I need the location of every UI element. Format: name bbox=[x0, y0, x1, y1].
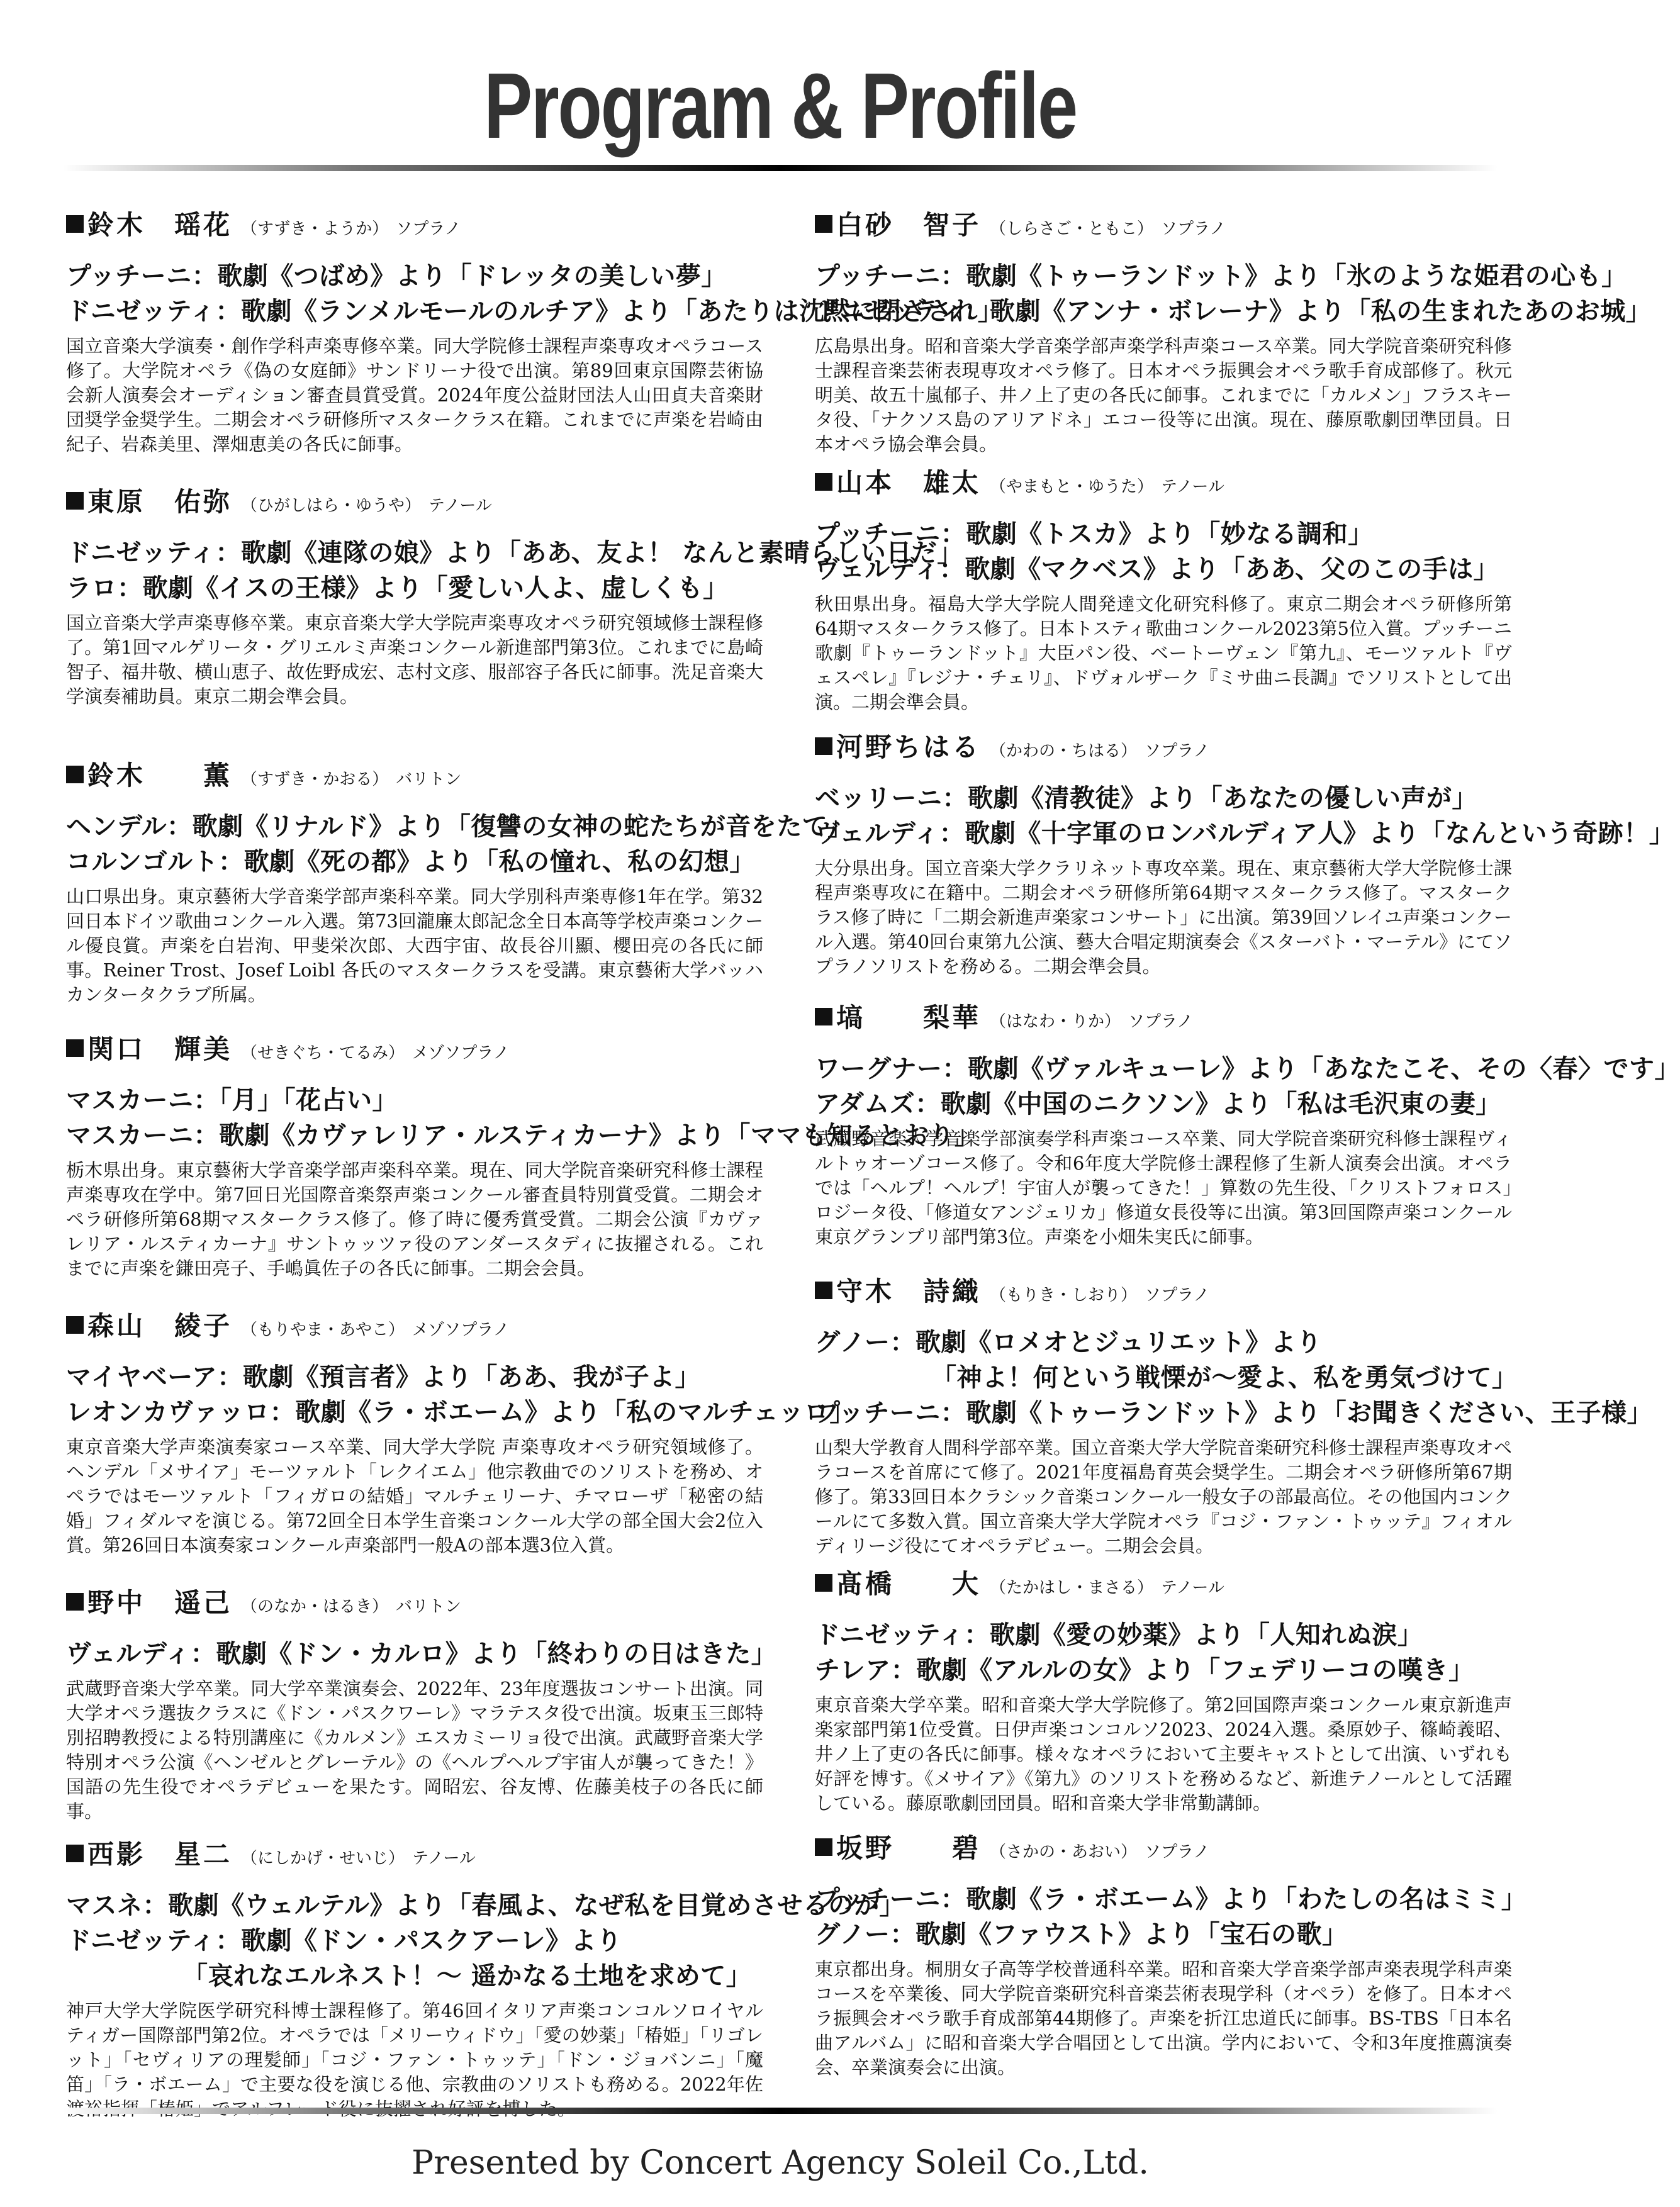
voice-type: テノール bbox=[1161, 478, 1224, 496]
profile-header bbox=[66, 1029, 763, 1066]
profile-entry bbox=[66, 1834, 905, 2121]
profile-entry bbox=[66, 755, 853, 1007]
performer-name: 西影 星二 bbox=[87, 1839, 233, 1870]
program-song: マスカーニ：「月」「花占い」 bbox=[66, 1085, 398, 1115]
name-reading: （もりき・しおり） bbox=[990, 1286, 1138, 1305]
profile-header bbox=[66, 481, 763, 519]
program-song: ドニゼッティ：歌劇《ランメルモールのルチア》より「あたりは沈黙に閉ざされ」 bbox=[66, 296, 1004, 326]
program-song: ヴェルディ：歌劇《マクベス》より「ああ、父のこの手は」 bbox=[815, 554, 1499, 584]
performer-name: 守木 詩織 bbox=[836, 1276, 982, 1307]
profile-entry bbox=[815, 1271, 1653, 1558]
profile-header bbox=[815, 1828, 1512, 1865]
voice-type: バリトン bbox=[396, 1597, 462, 1616]
program-song: マスカーニ：歌劇《カヴァレリア・ルスティカーナ》より「ママも知るとおり」 bbox=[66, 1120, 980, 1150]
performer-biography: 国立音楽大学演奏・創作学科声楽専修卒業。同大学院修士課程声楽専攻オペラコース修了。大学院オペラ《偽の女庭師》サンドリーナ役で出演。第89回東京国際芸術協会新人演奏会オーディション審査員賞受賞。2024年度公益財団法人山田貞夫音楽財団奨学金奨学生。二期会オペラ研修所マスタークラス在籍。これまでに声楽を岩崎由紀子、岩森美里、澤畑恵美の各氏に師事。 bbox=[66, 335, 763, 455]
performer-name: 坂野 碧 bbox=[836, 1833, 982, 1863]
profile-entry bbox=[815, 727, 1675, 979]
program-song: マスネ：歌劇《ウェルテル》より「春風よ、なぜ私を目覚めさせるのか」 bbox=[66, 1891, 905, 1920]
square-bullet-icon bbox=[815, 1838, 832, 1856]
performer-name: 野中 遥己 bbox=[87, 1587, 233, 1618]
name-reading: （にしかげ・せいじ） bbox=[241, 1849, 405, 1868]
performer-biography: 山梨大学教育人間科学部卒業。国立音楽大学大学院音楽研究科修士課程声楽専攻オペラコースを首席にて修了。2021年度福島育英会奨学生。二期会オペラ研修所第67期修了。第33回日本クラシック音楽コンクール一般女子の部最高位。その他国内コンクールにて多数入賞。国立音楽大学大学院オペラ『コジ・ファン・トゥッテ』フィオルディリージ役にてオペラデビュー。二期会会員。 bbox=[815, 1437, 1512, 1556]
program-song: マイヤベーア：歌劇《預言者》より「ああ、我が子よ」 bbox=[66, 1362, 701, 1392]
performer-biography: 広島県出身。昭和音楽大学音楽学部声楽学科声楽コース卒業。同大学院音楽研究科修士課程音楽芸術表現専攻オペラ修了。日本オペラ振興会オペラ歌手育成部修了。秋元明美、故五十嵐郁子、井ノ上了吏の各氏に師事。これまでに「カルメン」フラスキータ役、「ナクソス島のアリアドネ」エコー役等に出演。現在、藤原歌劇団準団員。日本オペラ協会準会員。 bbox=[815, 335, 1512, 455]
performer-biography: 秋田県出身。福島大学大学院人間発達文化研究科修了。東京二期会オペラ研修所第64期マスタークラス修了。日本トスティ歌曲コンクール2023第5位入賞。プッチーニ歌劇『トゥーランドット』大臣パン役、ベートーヴェン『第九』、モーツァルト『ヴェスペレ』『レジナ・チェリ』、ドヴォルザーク『ミサ曲ニ長調』でソリストとして出演。二期会準会員。 bbox=[815, 593, 1512, 713]
performer-biography: 山口県出身。東京藝術大学音楽学部声楽科卒業。同大学別科声楽専修1年在学。第32回日本ドイツ歌曲コンクール入選。第73回瀧廉太郎記念全日本高等学校声楽コンクール優良賞。声楽を白岩洵、甲斐栄次郎、大西宇宙、故長谷川顯、櫻田亮の各氏に師事。Reiner Trost、Josef Loibl 各氏のマスタークラスを受講。東京藝術大学バッハカンタータクラブ所属。 bbox=[66, 886, 763, 1005]
performer-biography: 東京音楽大学声楽演奏家コース卒業、同大学大学院 声楽専攻オペラ研究領域修了。ヘンデル「メサイア」モーツァルト「レクイエム」他宗教曲でのソリストを務め、オペラではモーツァルト「フィガロの結婚」マルチェリーナ、チマローザ「秘密の結婚」フィダルマを演じる。第72回全日本学生音楽コンクール大学の部全国大会2位入賞。第26回日本演奏家コンクール声楽部門一般Aの部本選3位入賞。 bbox=[66, 1436, 763, 1556]
profile-entry bbox=[66, 1029, 980, 1281]
performer-name: 鈴木 薫 bbox=[87, 760, 233, 791]
performer-biography: 東京音楽大学卒業。昭和音楽大学大学院修了。第2回国際声楽コンクール東京新進声楽家部門第1位受賞。日伊声楽コンコルソ2023、2024入選。桑原妙子、篠崎義昭、井ノ上了吏の各氏に師事。様々なオペラにおいて主要キャストとして出演、いずれも好評を博す。《メサイア》《第九》のソリストを務めるなど、新進テノールとして活躍している。藤原歌劇団団員。昭和音楽大学非常勤講師。 bbox=[815, 1694, 1512, 1814]
square-bullet-icon bbox=[66, 1593, 84, 1611]
performer-name: 塙 梨華 bbox=[836, 1002, 982, 1033]
footer-credit: Presented by Concert Agency Soleil Co.,Ltd. bbox=[412, 2144, 1149, 2182]
profile-entry bbox=[815, 1563, 1512, 1816]
performer-biography: 武蔵野音楽大学卒業。同大学卒業演奏会、2022年、23年度選抜コンサート出演。同大学オペラ選抜クラスに《ドン・パスクワーレ》マラテスタ役で出演。坂東玉三郎特別招聘教授による特別講座に《カルメン》エスカミーリョ役で出演。武蔵野音楽大学特別オペラ公演《ヘンゼルとグレーテル》の《ヘルプヘルプ宇宙人が襲ってきた！》国語の先生役でオペラデビューを果たす。岡昭宏、谷友博、佐藤美枝子の各氏に師事。 bbox=[66, 1678, 763, 1822]
performer-biography: 栃木県出身。東京藝術大学音楽学部声楽科卒業。現在、同大学院音楽研究科修士課程声楽専攻在学中。第7回日光国際音楽祭声楽コンクール審査員特別賞受賞。二期会オペラ研修所第68期マスタークラス修了。修了時に優秀賞受賞。二期会公演『カヴァレリア・ルスティカーナ』サントゥッツァ役のアンダースタディに抜擢される。これまでに声楽を鎌田亮子、手嶋眞佐子の各氏に師事。二期会会員。 bbox=[66, 1159, 763, 1279]
performer-biography: 国立音楽大学声楽専修卒業。東京音楽大学大学院声楽専攻オペラ研究領域修士課程修了。第1回マルゲリータ・グリエルミ声楽コンクール新進部門第3位。これまでに島崎智子、福井敬、横山恵子、故佐野成宏、志村文彦、服部容子各氏に師事。洗足音楽大学演奏補助員。東京二期会準会員。 bbox=[66, 612, 763, 707]
program-song: ヴェルディ：歌劇《十字軍のロンバルディア人》より「なんという奇跡！」 bbox=[815, 819, 1675, 848]
program-song: プッチーニ：歌劇《つばめ》より「ドレッタの美しい夢」 bbox=[66, 261, 727, 291]
profile-entry bbox=[815, 1828, 1527, 2080]
name-reading: （たかはし・まさる） bbox=[990, 1578, 1154, 1597]
program-song: ワーグナー：歌劇《ヴァルキューレ》より「あなたこそ、その〈春〉です」 bbox=[815, 1054, 1680, 1083]
profile-header bbox=[815, 997, 1512, 1035]
program-song-continued: 「哀れなエルネスト！〜 遥かなる土地を求めて」 bbox=[182, 1961, 752, 1991]
name-reading: （はなわ・りか） bbox=[990, 1012, 1121, 1031]
performer-biography: 武蔵野音楽大学音楽学部演奏学科声楽コース卒業、同大学院音楽研究科修士課程ヴィルトゥオーゾコース修了。令和6年度大学院修士課程修了生新人演奏会出演。オペラでは「ヘルプ！ヘルプ！宇宙人が襲ってきた！」算数の先生役、「クリストフォロス」ロジータ役、「修道女アンジェリカ」修道女長役等に出演。第3回国際声楽コンクール東京グランプリ部門第3位。声楽を小畑朱実氏に師事。 bbox=[815, 1128, 1512, 1248]
performer-name: 河野ちはる bbox=[836, 732, 982, 763]
voice-type: ソプラノ bbox=[1128, 1012, 1194, 1031]
square-bullet-icon bbox=[815, 1282, 832, 1299]
name-reading: （すずき・ようか） bbox=[241, 220, 389, 238]
square-bullet-icon bbox=[66, 492, 84, 510]
performer-name: 森山 綾子 bbox=[87, 1310, 233, 1341]
program-song: チレア：歌劇《アルルの女》より「フェデリーコの嘆き」 bbox=[815, 1655, 1474, 1685]
voice-type: テノール bbox=[1161, 1578, 1224, 1597]
page-title: Program & Profile bbox=[484, 54, 1077, 158]
name-reading: （ひがしはら・ゆうや） bbox=[241, 496, 422, 515]
voice-type: テノール bbox=[428, 496, 492, 515]
program-song: ヘンデル：歌劇《リナルド》より「復讐の女神の蛇たちが音をたて」 bbox=[66, 812, 853, 841]
program-song: ラロ：歌劇《イスの王様》より「愛しい人よ、虚しくも」 bbox=[66, 573, 729, 603]
square-bullet-icon bbox=[815, 737, 832, 755]
program-song: プッチーニ：歌劇《トスカ》より「妙なる調和」 bbox=[815, 519, 1374, 549]
program-song: ドニゼッティ：歌劇《ドン・パスクアーレ》より bbox=[66, 1926, 622, 1955]
voice-type: ソプラノ bbox=[1145, 742, 1210, 761]
top-divider bbox=[63, 165, 1498, 171]
voice-type: ソプラノ bbox=[1145, 1286, 1210, 1305]
name-reading: （もりやま・あやこ） bbox=[241, 1321, 405, 1339]
program-song: グノー：歌劇《ロメオとジュリエット》より bbox=[815, 1327, 1322, 1357]
performer-name: 山本 雄太 bbox=[836, 467, 982, 498]
square-bullet-icon bbox=[815, 1574, 832, 1592]
voice-type: バリトン bbox=[396, 770, 462, 789]
program-song: ヴェルディ：歌劇《ドン・カルロ》より「終わりの日はきた」 bbox=[66, 1639, 777, 1668]
voice-type: メゾソプラノ bbox=[412, 1044, 510, 1063]
program-song-continued: 「神よ！何という戦慄が〜愛よ、私を勇気づけて」 bbox=[931, 1363, 1518, 1392]
voice-type: ソプラノ bbox=[396, 220, 461, 238]
profile-header bbox=[815, 727, 1512, 764]
name-reading: （のなか・はるき） bbox=[241, 1597, 389, 1616]
name-reading: （さかの・あおい） bbox=[990, 1843, 1138, 1862]
name-reading: （せきぐち・てるみ） bbox=[241, 1044, 405, 1063]
performer-biography: 東京都出身。桐朋女子高等学校普通科卒業。昭和音楽大学音楽学部声楽表現学科声楽コースを卒業後、同大学院音楽研究科音楽芸術表現学科（オペラ）を修了。日本オペラ振興会オペラ歌手育成部第44期修了。声楽を折江忠道氏に師事。BS-TBS「日本名曲アルバム」に昭和音楽大学合唱団として出演。学内において、令和3年度推薦演奏会、卒業演奏会に出演。 bbox=[815, 1958, 1512, 2078]
voice-type: ソプラノ bbox=[1145, 1843, 1210, 1862]
performer-biography: 大分県出身。国立音楽大学クラリネット専攻卒業。現在、東京藝術大学大学院修士課程声楽専攻に在籍中。二期会オペラ研修所第64期マスタークラス修了。マスタークラス修了時に「二期会新進声楽家コンサート」に出演。第39回ソレイユ声楽コンクール入選。第40回台東第九公演、藝大合唱定期演奏会《スターバト・マーテル》にてソプラノソリストを務める。二期会準会員。 bbox=[815, 858, 1512, 977]
square-bullet-icon bbox=[815, 473, 832, 491]
profile-header bbox=[815, 1563, 1512, 1601]
name-reading: （しらさご・ともこ） bbox=[990, 220, 1154, 238]
profile-entry bbox=[66, 1582, 777, 1824]
square-bullet-icon bbox=[815, 215, 832, 233]
profile-entry bbox=[66, 1305, 855, 1558]
profile-header bbox=[66, 1582, 763, 1620]
program-song: ベッリーニ：歌劇《清教徒》より「あなたの優しい声が」 bbox=[815, 783, 1477, 813]
performer-name: 東原 佑弥 bbox=[87, 486, 233, 517]
program-song: プッチーニ：歌劇《トゥーランドット》より「お聞きください、王子様」 bbox=[815, 1398, 1653, 1428]
square-bullet-icon bbox=[66, 1845, 84, 1862]
program-song: ドニゼッティ：歌劇《愛の妙薬》より「人知れぬ涙」 bbox=[815, 1620, 1423, 1650]
program-song: ドニゼッティ：歌劇《アンナ・ボレーナ》より「私の生まれたあのお城」 bbox=[815, 296, 1652, 326]
square-bullet-icon bbox=[66, 1316, 84, 1334]
program-song: プッチーニ：歌劇《ラ・ボエーム》より「わたしの名はミミ」 bbox=[815, 1884, 1527, 1914]
program-song: プッチーニ：歌劇《トゥーランドット》より「氷のような姫君の心も」 bbox=[815, 261, 1627, 291]
program-song: ドニゼッティ：歌劇《連隊の娘》より「ああ、友よ！ なんと素晴らしい日だ」 bbox=[66, 538, 963, 567]
name-reading: （すずき・かおる） bbox=[241, 770, 389, 789]
profile-header bbox=[815, 1271, 1512, 1309]
program-song: アダムズ：歌劇《中国のニクソン》より「私は毛沢東の妻」 bbox=[815, 1089, 1501, 1119]
performer-biography: 神戸大学大学院医学研究科博士課程修了。第46回イタリア声楽コンコルソロイヤルティガー国際部門第2位。オペラでは「メリーウィドウ」「愛の妙薬」「椿姫」「リゴレット」「セヴィリアの理髪師」「コジ・ファン・トゥッテ」「ドン・ジョバンニ」「魔笛」「ラ・ボエーム」で主要な役を演じる他、宗教曲のソリストも務める。2022年佐 bbox=[66, 2000, 763, 2095]
profile-header bbox=[66, 1834, 763, 1872]
bottom-divider bbox=[63, 2108, 1498, 2114]
name-reading: （かわの・ちはる） bbox=[990, 742, 1138, 761]
square-bullet-icon bbox=[815, 1008, 832, 1025]
program-song: レオンカヴァッロ：歌劇《ラ・ボエーム》より「私のマルチェッロ」 bbox=[66, 1397, 855, 1427]
profile-entry bbox=[815, 204, 1652, 457]
square-bullet-icon bbox=[66, 215, 84, 233]
profile-header bbox=[66, 1305, 763, 1343]
name-reading: （やまもと・ゆうた） bbox=[990, 478, 1154, 496]
square-bullet-icon bbox=[66, 766, 84, 783]
profile-entry bbox=[815, 462, 1512, 715]
square-bullet-icon bbox=[66, 1039, 84, 1057]
profile-entry bbox=[815, 997, 1680, 1249]
performer-name: 関口 輝美 bbox=[87, 1034, 233, 1064]
voice-type: ソプラノ bbox=[1161, 220, 1226, 238]
performer-name: 髙橋 大 bbox=[836, 1568, 982, 1599]
voice-type: テノール bbox=[412, 1849, 476, 1868]
program-song: コルンゴルト：歌劇《死の都》より「私の憧れ、私の幻想」 bbox=[66, 847, 755, 876]
profile-header bbox=[815, 204, 1512, 242]
performer-name: 白砂 智子 bbox=[836, 210, 982, 240]
profile-header bbox=[66, 204, 763, 242]
profile-entry bbox=[66, 481, 963, 709]
program-song: グノー：歌劇《ファウスト》より「宝石の歌」 bbox=[815, 1919, 1348, 1949]
profile-header bbox=[66, 755, 763, 793]
voice-type: メゾソプラノ bbox=[412, 1321, 510, 1339]
profile-header bbox=[815, 462, 1512, 500]
performer-name: 鈴木 瑶花 bbox=[87, 210, 233, 240]
